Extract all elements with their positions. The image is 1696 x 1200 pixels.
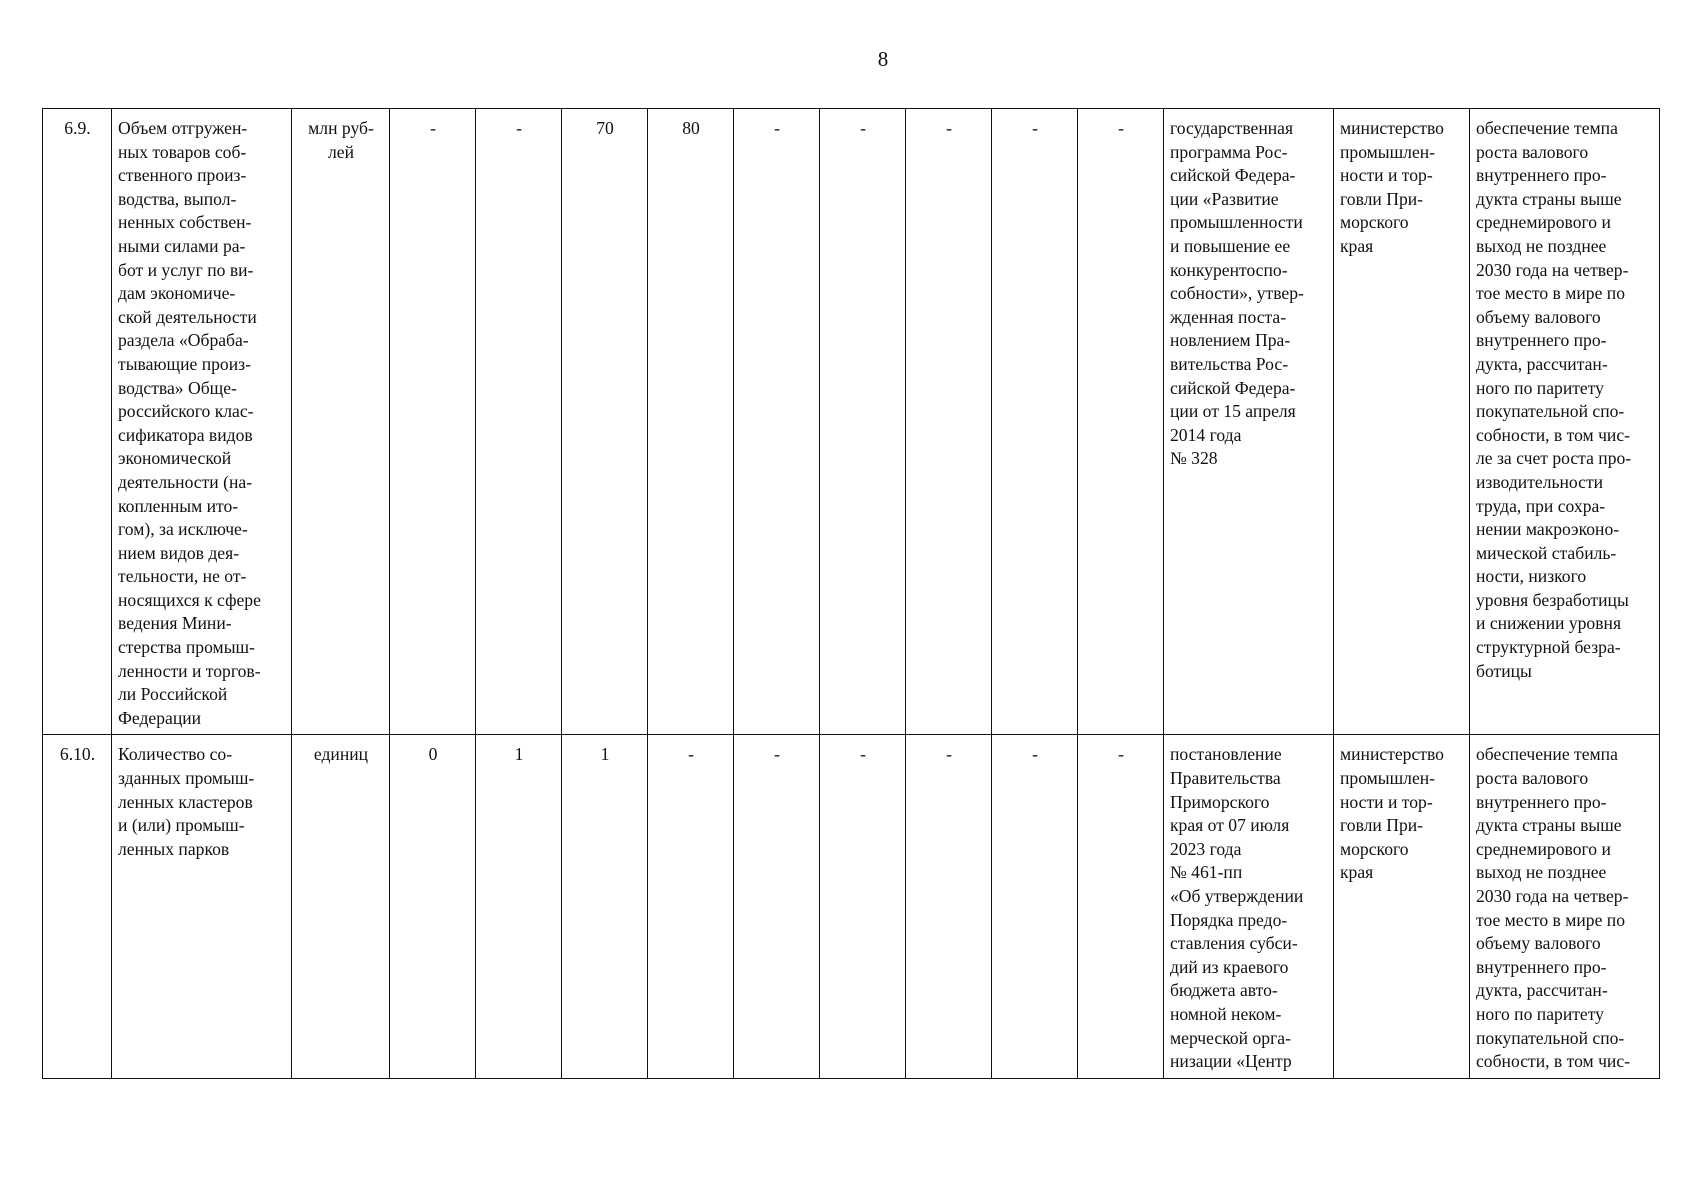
document-cell: государственная программа Рос- сийской Федера- ции «Развитие промышленности и повышение ее конкурентоспо- собности», утвер- жденная поста- новлением Пра- вительства Рос- сийской Федера- ции от 15 апреля 2014 года № 328 [1164,109,1334,735]
responsible-cell: министерство промышлен- ности и тор- говли При- морского края [1334,109,1470,735]
indicator-name: Объем отгружен- ных товаров соб- ственного произ- водства, выпол- ненных собствен- ными силами ра- бот и услуг по ви- дам экономиче- ской деятельности раздела «Обраба- тывающие произ- водства» Обще- российского клас- сификатора видов экономической деятельности (на- копленным ито- гом), за исключе- нием видов дея- тельности, не от- носящихся к сфере ведения Мини- стерства промыш- ленности и торгов- ли Российской Федерации [112,109,292,735]
value-cell: - [390,109,476,735]
value-cell: 0 [390,735,476,1079]
unit-cell: единиц [292,735,390,1079]
row-number: 6.9. [43,109,112,735]
value-cell: - [906,735,992,1079]
value-cell: - [476,109,562,735]
page-number: 8 [877,47,889,71]
value-cell: - [648,735,734,1079]
row-number: 6.10. [43,735,112,1079]
value-cell: - [1078,109,1164,735]
value-cell: 80 [648,109,734,735]
goal-cell: обеспечение темпа роста валового внутреннего про- дукта страны выше среднемирового и выход не позднее 2030 года на четвер- тое место в мире по объему валового внутреннего про- дукта, рассчитан- ного по паритету покупательной спо- собности, в том чис- [1470,735,1660,1079]
value-cell: - [820,735,906,1079]
value-cell: - [820,109,906,735]
value-cell: 1 [562,735,648,1079]
indicator-name: Количество со- зданных промыш- ленных кластеров и (или) промыш- ленных парков [112,735,292,1079]
table-row [43,735,1660,1079]
value-cell: - [906,109,992,735]
value-cell: 1 [476,735,562,1079]
goal-cell: обеспечение темпа роста валового внутреннего про- дукта страны выше среднемирового и выход не позднее 2030 года на четвер- тое место в мире по объему валового внутреннего про- дукта, рассчитан- ного по паритету покупательной спо- собности, в том чис- ле за счет роста про- изводительности труда, при сохра- нении макроэконо- мической стабиль- ности, низкого уровня безработицы и снижении уровня структурной безра- ботицы [1470,109,1660,735]
value-cell: - [734,109,820,735]
responsible-cell: министерство промышлен- ности и тор- говли При- морского края [1334,735,1470,1079]
value-cell: - [734,735,820,1079]
unit-cell: млн руб- лей [292,109,390,735]
indicators-table [42,108,1660,1079]
table-row [43,109,1660,735]
value-cell: - [992,735,1078,1079]
value-cell: - [1078,735,1164,1079]
value-cell: - [992,109,1078,735]
document-cell: постановление Правительства Приморского края от 07 июля 2023 года № 461-пп «Об утверждении Порядка предо- ставления субси- дий из краевого бюджета авто- номной неком- мерческой орга- низации «Центр [1164,735,1334,1079]
value-cell: 70 [562,109,648,735]
